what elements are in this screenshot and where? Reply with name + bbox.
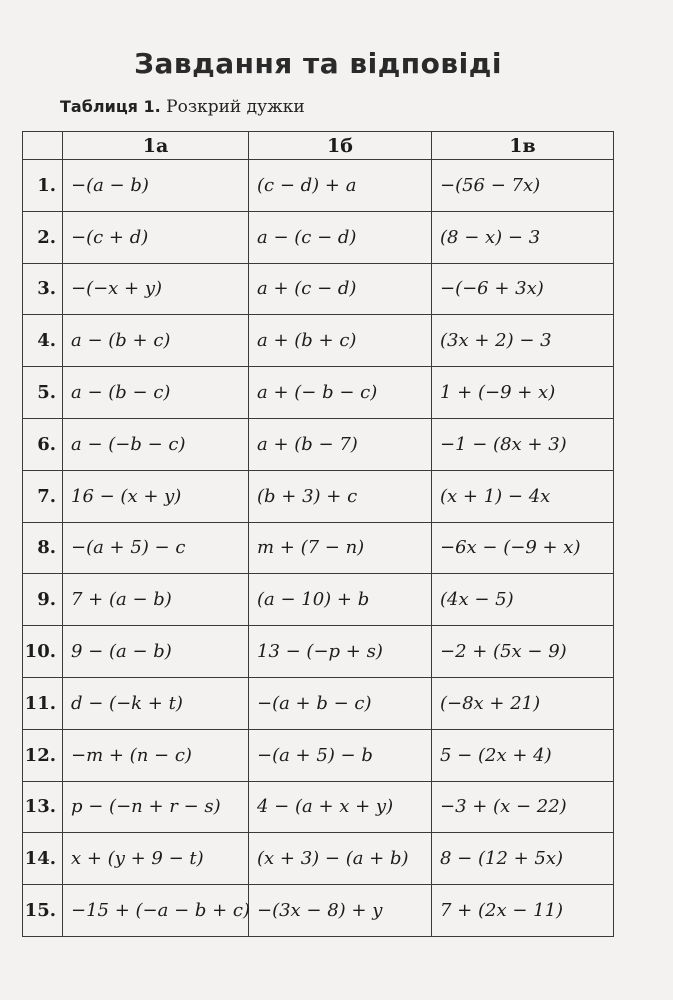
expression-cell-1b: a + (c − d) <box>249 263 432 315</box>
expression-cell-1v: (3x + 2) − 3 <box>432 315 614 367</box>
table-row <box>23 211 614 263</box>
expression-cell-1v: −1 − (8x + 3) <box>432 418 614 470</box>
table-row <box>23 574 614 626</box>
table-row <box>23 263 614 315</box>
expression-cell-1v: −(56 − 7x) <box>432 160 614 212</box>
row-number-cell: 14. <box>23 833 63 885</box>
expression-cell-1v: (x + 1) − 4x <box>432 470 614 522</box>
expression-cell-1b: (c − d) + a <box>249 160 432 212</box>
table-caption-text: Розкрий дужки <box>166 97 305 117</box>
expression-cell-1v: (4x − 5) <box>432 574 614 626</box>
expression-cell-1b: −(a + 5) − b <box>249 729 432 781</box>
table-row <box>23 315 614 367</box>
table-row <box>23 677 614 729</box>
expression-cell-1b: m + (7 − n) <box>249 522 432 574</box>
expression-cell-1b: (a − 10) + b <box>249 574 432 626</box>
expression-cell-1v: (−8x + 21) <box>432 677 614 729</box>
expression-cell-1v: −(−6 + 3x) <box>432 263 614 315</box>
table-header-row <box>23 132 614 160</box>
expression-cell-1v: 7 + (2x − 11) <box>432 885 614 937</box>
table-row <box>23 522 614 574</box>
expression-cell-1a: 16 − (x + y) <box>63 470 249 522</box>
expression-cell-1b: 13 − (−p + s) <box>249 626 432 678</box>
table-row <box>23 833 614 885</box>
expression-cell-1b: a − (c − d) <box>249 211 432 263</box>
exercise-table <box>22 131 614 937</box>
row-number-cell: 9. <box>23 574 63 626</box>
row-number-cell: 11. <box>23 677 63 729</box>
expression-cell-1a: −15 + (−a − b + c) <box>63 885 249 937</box>
table-row <box>23 885 614 937</box>
expression-cell-1a: −(c + d) <box>63 211 249 263</box>
header-cell-1b: 1б <box>249 132 432 160</box>
table-caption <box>60 97 305 117</box>
row-number-cell: 10. <box>23 626 63 678</box>
expression-cell-1v: (8 − x) − 3 <box>432 211 614 263</box>
expression-cell-1b: 4 − (a + x + y) <box>249 781 432 833</box>
expression-cell-1v: 1 + (−9 + x) <box>432 367 614 419</box>
table-row <box>23 729 614 781</box>
table-row <box>23 781 614 833</box>
table-row <box>23 160 614 212</box>
row-number-cell: 8. <box>23 522 63 574</box>
table-row <box>23 418 614 470</box>
expression-cell-1a: 7 + (a − b) <box>63 574 249 626</box>
header-cell-1a: 1а <box>63 132 249 160</box>
row-number-cell: 15. <box>23 885 63 937</box>
table-row <box>23 470 614 522</box>
expression-cell-1b: (b + 3) + c <box>249 470 432 522</box>
table-body <box>23 160 614 937</box>
expression-cell-1v: −3 + (x − 22) <box>432 781 614 833</box>
expression-cell-1a: −(−x + y) <box>63 263 249 315</box>
header-cell-1v: 1в <box>432 132 614 160</box>
expression-cell-1a: −(a + 5) − c <box>63 522 249 574</box>
row-number-cell: 4. <box>23 315 63 367</box>
row-number-cell: 7. <box>23 470 63 522</box>
page-title: Завдання та відповіді <box>134 46 502 80</box>
expression-cell-1b: −(a + b − c) <box>249 677 432 729</box>
expression-cell-1a: x + (y + 9 − t) <box>63 833 249 885</box>
row-number-cell: 1. <box>23 160 63 212</box>
row-number-cell: 2. <box>23 211 63 263</box>
expression-cell-1v: 5 − (2x + 4) <box>432 729 614 781</box>
row-number-cell: 3. <box>23 263 63 315</box>
table-caption-label: Таблиця 1. <box>60 97 161 116</box>
expression-cell-1a: d − (−k + t) <box>63 677 249 729</box>
row-number-cell: 12. <box>23 729 63 781</box>
expression-cell-1b: a + (b + c) <box>249 315 432 367</box>
expression-cell-1a: a − (b − c) <box>63 367 249 419</box>
table-row <box>23 367 614 419</box>
expression-cell-1v: −6x − (−9 + x) <box>432 522 614 574</box>
expression-cell-1b: a + (b − 7) <box>249 418 432 470</box>
expression-cell-1a: 9 − (a − b) <box>63 626 249 678</box>
expression-cell-1a: p − (−n + r − s) <box>63 781 249 833</box>
row-number-cell: 13. <box>23 781 63 833</box>
expression-cell-1a: a − (−b − c) <box>63 418 249 470</box>
expression-cell-1b: (x + 3) − (a + b) <box>249 833 432 885</box>
expression-cell-1a: −(a − b) <box>63 160 249 212</box>
row-number-cell: 6. <box>23 418 63 470</box>
expression-cell-1b: −(3x − 8) + y <box>249 885 432 937</box>
expression-cell-1a: −m + (n − c) <box>63 729 249 781</box>
expression-cell-1v: 8 − (12 + 5x) <box>432 833 614 885</box>
expression-cell-1b: a + (− b − c) <box>249 367 432 419</box>
header-cell-number <box>23 132 63 160</box>
table-row <box>23 626 614 678</box>
expression-cell-1v: −2 + (5x − 9) <box>432 626 614 678</box>
row-number-cell: 5. <box>23 367 63 419</box>
expression-cell-1a: a − (b + c) <box>63 315 249 367</box>
